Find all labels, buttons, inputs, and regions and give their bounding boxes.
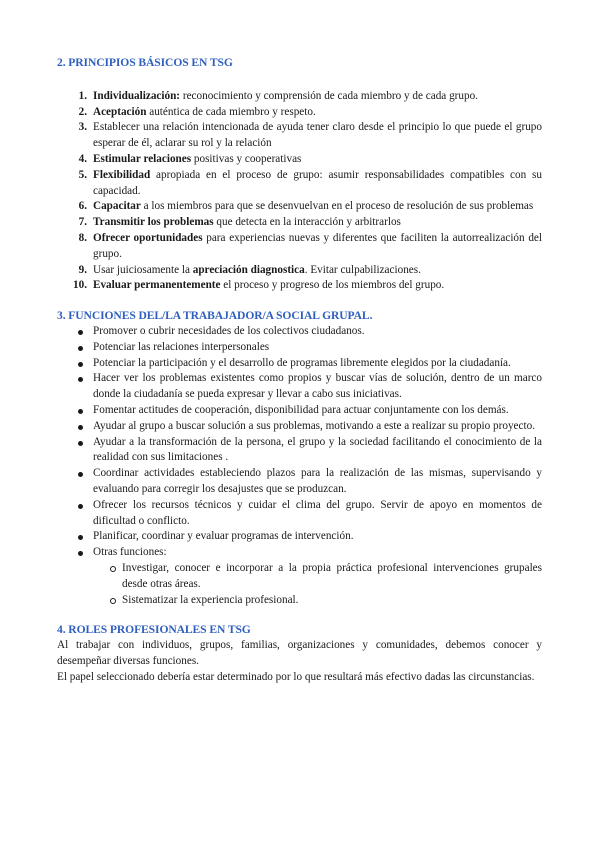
bullet-icon xyxy=(78,551,83,556)
function-item: Ayudar a la transformación de la persona, el grupo y la sociedad facilitando el conocimiento de la realidad con sus limitaciones . xyxy=(57,435,542,467)
function-item: Promover o cubrir necesidades de los colectivos ciudadanos. xyxy=(57,324,542,340)
bullet-icon xyxy=(78,425,83,430)
bullet-icon xyxy=(78,504,83,509)
hollow-bullet-icon xyxy=(110,566,116,572)
hollow-bullet-icon xyxy=(110,598,116,604)
function-item: Ofrecer los recursos técnicos y cuidar el clima del grupo. Servir de apoyo en momentos de dificultad o conflicto. xyxy=(57,498,542,530)
bullet-icon xyxy=(78,346,83,351)
sub-function-item: Sistematizar la experiencia profesional. xyxy=(57,593,542,609)
bullet-icon xyxy=(78,409,83,414)
function-item: Coordinar actividades estableciendo plazos para la realización de las mismas, supervisando y evaluando para corregir los desajustes que se produzcan. xyxy=(57,466,542,498)
page-content xyxy=(57,55,542,685)
function-item: Planificar, coordinar y evaluar programas de intervención. xyxy=(57,529,542,545)
principles-list xyxy=(57,89,542,294)
function-item: Potenciar las relaciones interpersonales xyxy=(57,340,542,356)
principle-item-6: 6. Capacitar a los miembros para que se desenvuelvan en el proceso de resolución de sus problemas xyxy=(78,200,534,213)
other-functions-list xyxy=(57,561,542,608)
section-3-title: 3. FUNCIONES DEL/LA TRABAJADOR/A SOCIAL GRUPAL. xyxy=(57,309,373,323)
principle-item-4: 4. Estimular relaciones positivas y cooperativas xyxy=(78,152,302,165)
principle-item-3: 3. Establecer una relación intencionada de ayuda tener claro desde el principio lo que puede el grupo esperar de él, aclarar su rol y la relación xyxy=(78,121,542,150)
function-item: Potenciar la participación y el desarrollo de programas libremente elegidos por la ciudadanía. xyxy=(57,356,542,372)
principle-item-1: 1. Individualización: reconocimiento y comprensión de cada miembro y de cada grupo. xyxy=(78,89,478,102)
bullet-icon xyxy=(78,362,83,367)
principle-item-2: 2. Aceptación auténtica de cada miembro y respeto. xyxy=(78,105,316,118)
principle-item-5: 5. Flexibilidad apropiada en el proceso de grupo: asumir responsabilidades compatibles con su capacidad. xyxy=(78,168,542,197)
sub-function-item: Investigar, conocer e incorporar a la propia práctica profesional intervenciones grupales desde otras áreas. xyxy=(57,561,542,593)
bullet-icon xyxy=(78,330,83,335)
function-item: Hacer ver los problemas existentes como propios y buscar vías de solución, dentro de un marco donde la ciudadanía se pueda expresar y llevar a cabo sus iniciativas. xyxy=(57,371,542,403)
function-item: Otras funciones: Investigar, conocer e incorporar a la propia práctica profesional intervenciones grupales desde otras áreas. Sistematizar la experiencia profesional. xyxy=(57,545,542,608)
bullet-icon xyxy=(78,535,83,540)
roles-paragraph-2: El papel seleccionado debería estar determinado por lo que resultará más efectivo dadas las circunstancias. xyxy=(57,670,535,683)
section-2-title: 2. PRINCIPIOS BÁSICOS EN TSG xyxy=(57,56,233,69)
function-item: Ayudar al grupo a buscar solución a sus problemas, motivando a este a realizar su propio proyecto. xyxy=(57,419,542,435)
principle-item-9: 9. Usar juiciosamente la apreciación diagnostica. Evitar culpabilizaciones. xyxy=(78,263,421,276)
function-item: Fomentar actitudes de cooperación, disponibilidad para actuar conjuntamente con los demás. xyxy=(57,403,542,419)
section-4-title: 4. ROLES PROFESIONALES EN TSG xyxy=(57,623,251,637)
principle-item-8: 8. Ofrecer oportunidades para experiencias nuevas y diferentes que faciliten la autorrealización del grupo. xyxy=(78,231,542,260)
roles-paragraph-1: Al trabajar con individuos, grupos, familias, organizaciones y comunidades, debemos conocer y desempeñar diversas funciones. xyxy=(57,639,542,667)
bullet-icon xyxy=(78,472,83,477)
functions-list xyxy=(57,324,542,608)
bullet-icon xyxy=(78,377,83,382)
bullet-icon xyxy=(78,441,83,446)
principle-item-10: 10. Evaluar permanentemente el proceso y progreso de los miembros del grupo. xyxy=(73,279,445,292)
principle-item-7: 7. Transmitir los problemas que detecta en la interacción y arbitrarlos xyxy=(78,216,401,229)
